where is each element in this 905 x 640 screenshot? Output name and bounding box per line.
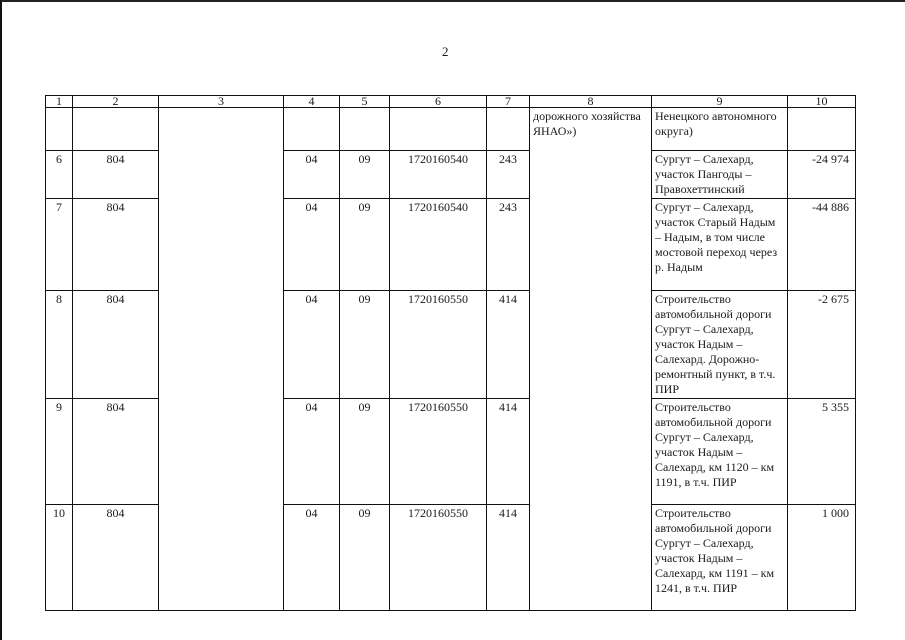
cell-amount: -44 886 bbox=[788, 199, 856, 291]
cell-object-name: Строительство автомобильной дороги Сургут – Салехард, участок Надым – Салехард, км 1120 – км 1191, в т.ч. ПИР bbox=[652, 399, 788, 505]
cell-code: 804 bbox=[73, 399, 159, 505]
cell-row-number: 6 bbox=[46, 151, 73, 199]
data-table bbox=[45, 95, 856, 611]
cell-target-article bbox=[390, 108, 487, 151]
column-header: 3 bbox=[159, 96, 284, 108]
cell-code: 804 bbox=[73, 151, 159, 199]
cell-code bbox=[73, 108, 159, 151]
column-header: 8 bbox=[530, 96, 652, 108]
column-header: 1 bbox=[46, 96, 73, 108]
column-header: 5 bbox=[340, 96, 390, 108]
cell-subsection: 09 bbox=[340, 505, 390, 611]
cell-object-name: Строительство автомобильной дороги Сургут – Салехард, участок Надым – Салехард. Дорожно-ремонтный пункт, в т.ч. ПИР bbox=[652, 291, 788, 399]
column-header: 9 bbox=[652, 96, 788, 108]
cell-section bbox=[284, 108, 340, 151]
cell-organization: дорожного хозяйства ЯНАО») bbox=[530, 108, 652, 611]
cell-code: 804 bbox=[73, 505, 159, 611]
cell-row-number: 7 bbox=[46, 199, 73, 291]
cell-subsection: 09 bbox=[340, 399, 390, 505]
cell-subsection: 09 bbox=[340, 291, 390, 399]
cell-subsection: 09 bbox=[340, 151, 390, 199]
cell-expense-type bbox=[487, 108, 530, 151]
cell-subsection: 09 bbox=[340, 199, 390, 291]
cell-amount: 5 355 bbox=[788, 399, 856, 505]
cell-amount: -2 675 bbox=[788, 291, 856, 399]
cell-row-number: 8 bbox=[46, 291, 73, 399]
cell-expense-type: 243 bbox=[487, 151, 530, 199]
cell-section: 04 bbox=[284, 399, 340, 505]
cell-expense-type: 243 bbox=[487, 199, 530, 291]
cell-object-name: Ненецкого автономного округа) bbox=[652, 108, 788, 151]
cell-amount bbox=[788, 108, 856, 151]
cell-row-number bbox=[46, 108, 73, 151]
cell-target-article: 1720160540 bbox=[390, 151, 487, 199]
cell-section: 04 bbox=[284, 291, 340, 399]
column-header: 2 bbox=[73, 96, 159, 108]
column-header: 7 bbox=[487, 96, 530, 108]
cell-row-number: 10 bbox=[46, 505, 73, 611]
cell-row-number: 9 bbox=[46, 399, 73, 505]
cell-target-article: 1720160550 bbox=[390, 505, 487, 611]
column-header: 4 bbox=[284, 96, 340, 108]
cell-target-article: 1720160540 bbox=[390, 199, 487, 291]
column-header: 6 bbox=[390, 96, 487, 108]
table-row bbox=[46, 108, 856, 151]
page-number: 2 bbox=[442, 44, 449, 59]
cell-object-name: Строительство автомобильной дороги Сургут – Салехард, участок Надым – Салехард, км 1191 – км 1241, в т.ч. ПИР bbox=[652, 505, 788, 611]
cell-target-article: 1720160550 bbox=[390, 399, 487, 505]
cell-code: 804 bbox=[73, 291, 159, 399]
cell-amount: -24 974 bbox=[788, 151, 856, 199]
cell-amount: 1 000 bbox=[788, 505, 856, 611]
cell-subsection bbox=[340, 108, 390, 151]
cell-expense-type: 414 bbox=[487, 505, 530, 611]
header-row bbox=[46, 96, 856, 108]
cell-object-name: Сургут – Салехард, участок Пангоды – Правохеттинский bbox=[652, 151, 788, 199]
cell-expense-type: 414 bbox=[487, 399, 530, 505]
cell-target-article: 1720160550 bbox=[390, 291, 487, 399]
cell-section: 04 bbox=[284, 199, 340, 291]
cell-empty-column-3 bbox=[159, 108, 284, 611]
cell-section: 04 bbox=[284, 151, 340, 199]
cell-section: 04 bbox=[284, 505, 340, 611]
column-header: 10 bbox=[788, 96, 856, 108]
cell-code: 804 bbox=[73, 199, 159, 291]
cell-object-name: Сургут – Салехард, участок Старый Надым – Надым, в том числе мостовой переход через р. Надым bbox=[652, 199, 788, 291]
cell-expense-type: 414 bbox=[487, 291, 530, 399]
